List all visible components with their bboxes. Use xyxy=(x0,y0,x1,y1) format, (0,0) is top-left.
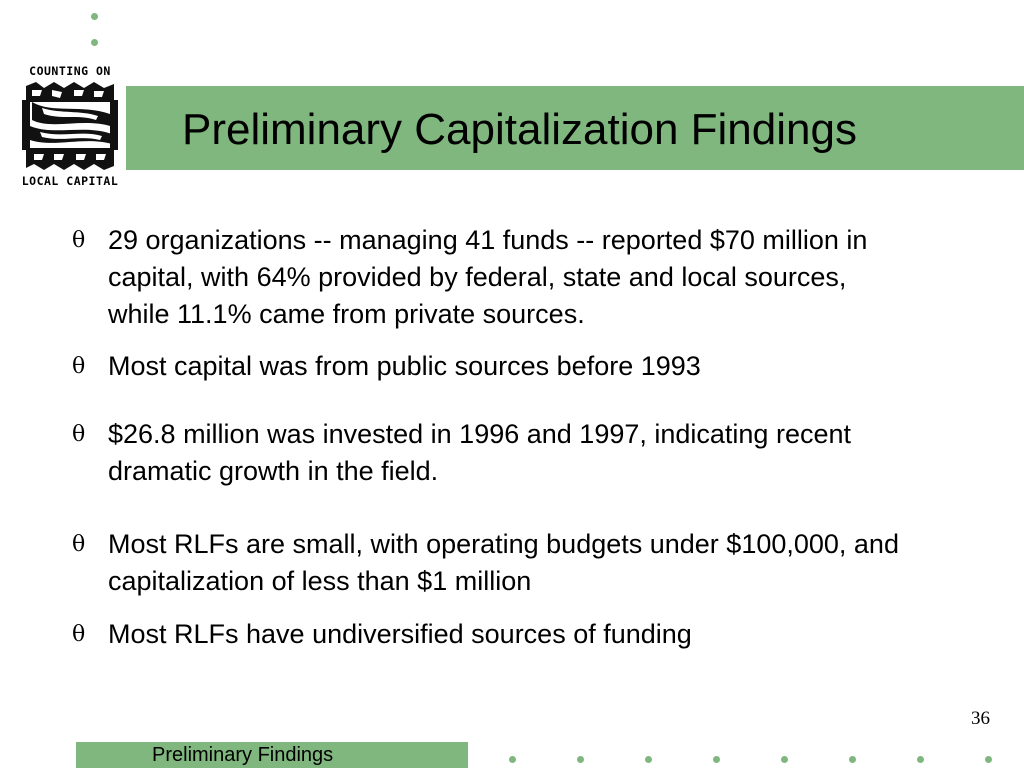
decor-dot xyxy=(985,756,992,763)
decor-dot xyxy=(713,756,720,763)
bullet-item xyxy=(68,222,928,333)
page-number: 36 xyxy=(971,708,990,729)
bullet-text: Most RLFs are small, with operating budgets under $100,000, and capitalization of less than $1 million xyxy=(108,529,899,596)
theta-bullet-icon: θ xyxy=(72,622,86,647)
decor-dot xyxy=(645,756,652,763)
decor-dot xyxy=(849,756,856,763)
decor-dot xyxy=(781,756,788,763)
theta-bullet-icon: θ xyxy=(72,422,86,447)
decor-dot xyxy=(91,39,98,46)
footer-label: Preliminary Findings xyxy=(152,744,334,766)
bullet-item xyxy=(68,416,928,490)
bullet-item xyxy=(68,616,928,653)
logo-knot-icon xyxy=(22,80,118,172)
logo-bottom-text: LOCAL CAPITAL xyxy=(21,174,119,188)
bullet-text: $26.8 million was invested in 1996 and 1997, indicating recent dramatic growth in the field. xyxy=(108,419,851,486)
decor-dot xyxy=(509,756,516,763)
bullet-text: Most RLFs have undiversified sources of funding xyxy=(108,619,692,649)
decor-dot xyxy=(917,756,924,763)
theta-bullet-icon: θ xyxy=(72,532,86,557)
slide-title: Preliminary Capitalization Findings xyxy=(182,105,857,154)
bullet-item xyxy=(68,526,928,600)
decor-dot xyxy=(577,756,584,763)
counting-on-local-capital-logo xyxy=(20,62,120,190)
logo-top-text: COUNTING ON xyxy=(29,64,111,78)
decor-dot xyxy=(91,13,98,20)
bullet-text: 29 organizations -- managing 41 funds -- reported $70 million in capital, with 64% provided by federal, state and local sources, while 11.1% came from private sources. xyxy=(108,225,868,329)
theta-bullet-icon: θ xyxy=(72,354,86,379)
bullet-item xyxy=(68,348,928,385)
theta-bullet-icon: θ xyxy=(72,228,86,253)
bullet-text: Most capital was from public sources before 1993 xyxy=(108,351,701,381)
